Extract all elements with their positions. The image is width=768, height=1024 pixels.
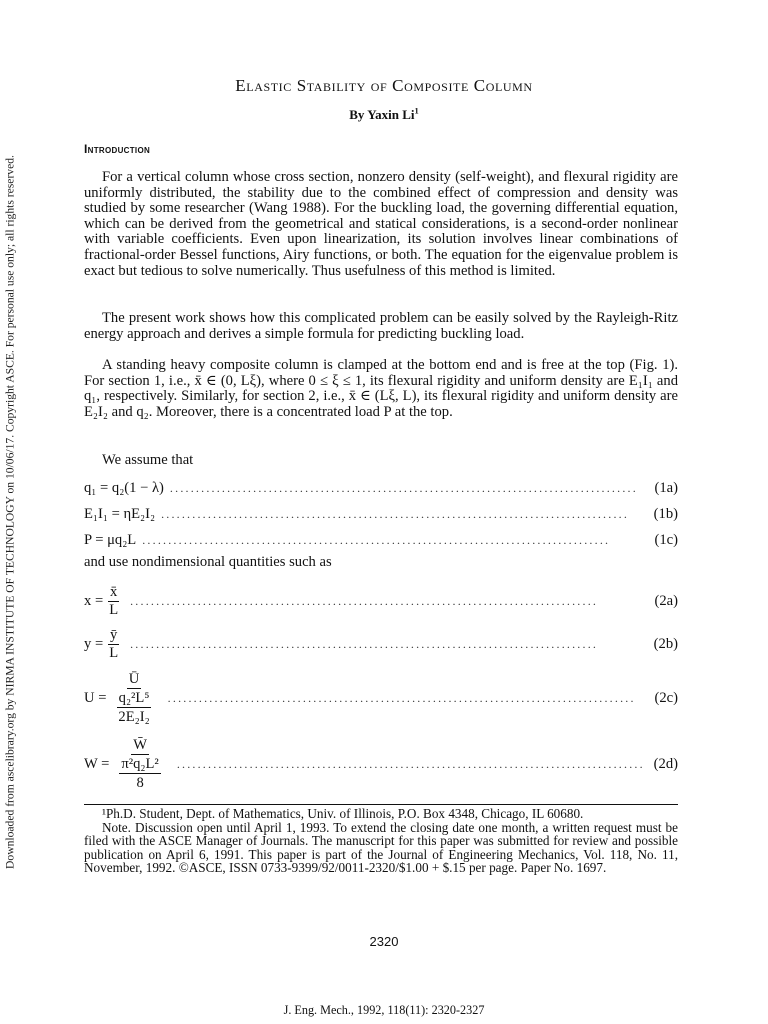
equation-1c bbox=[84, 532, 678, 549]
paragraph-text: The present work shows how this complicated problem can be easily solved by the Rayleigh-Ritz energy approach and derives a simple formula for predicting buckling load. bbox=[84, 310, 678, 342]
equation-2b bbox=[84, 627, 678, 662]
equation-1a bbox=[84, 480, 678, 497]
paragraph-text: We assume that bbox=[102, 452, 194, 468]
fraction bbox=[110, 670, 157, 726]
paper-title: Elastic Stability of Composite Column bbox=[235, 76, 533, 95]
fraction bbox=[113, 736, 166, 792]
equation-expression: P = μq₂L bbox=[84, 532, 137, 548]
leader-dots: .......................................................................................... bbox=[167, 690, 636, 705]
equation-label: (2b) bbox=[653, 636, 678, 652]
equation-lhs: x = bbox=[84, 593, 104, 609]
page-number: 2320 bbox=[369, 934, 399, 949]
leader-dots: .......................................................................................... bbox=[169, 481, 638, 495]
paragraph-text: and use nondimensional quantities such as bbox=[84, 554, 332, 570]
journal-citation: J. Eng. Mech., 1992, 118(11): 2320-2327 bbox=[283, 1003, 485, 1017]
equation-label: (2a) bbox=[654, 593, 678, 609]
author-byline bbox=[0, 107, 768, 123]
leader-dots: .......................................................................................... bbox=[142, 533, 611, 547]
equation-1b bbox=[84, 506, 678, 523]
equation-lhs: W = bbox=[84, 755, 110, 772]
fraction-numerator: W̄ bbox=[133, 737, 147, 753]
paragraph-text: For a vertical column whose cross section, nonzero density (self-weight), and flexural rigidity are uniformly distributed, the stability due to the combined effect of compression and density was studied by some researcher (Wang 1988). For the buckling load, the governing differential equation, which can be derived from the geometrical and statical considerations, is a second-order nonlinear with variable coefficients. Even upon linearization, its solution involves linear combinations of fractional-order Bessel functions, Airy functions, or both. The equation for the eigenvalue problem is exact but tedious to solve numerically. Thus usefulness of this method is limited. bbox=[84, 169, 678, 279]
author-name: By Yaxin Li bbox=[349, 107, 415, 122]
paragraph-present-work bbox=[84, 311, 678, 342]
fraction-denominator bbox=[113, 755, 166, 792]
paragraph-assume bbox=[84, 453, 678, 469]
nested-denominator: 2E₂I₂ bbox=[118, 709, 150, 725]
nested-fraction bbox=[116, 689, 151, 726]
equation-expression: q₁ = q₂(1 − λ) bbox=[84, 480, 164, 496]
footnote-note: Note. Discussion open until April 1, 1993. To extend the closing date one month, a written request must be filed with the ASCE Manager of Journals. The manuscript for this paper was submitted for review and possible publication on April 6, 1991. This paper is part of the Journal of Engineering Mechanics, Vol. 118, No. 11, November, 1992. ©ASCE, ISSN 0733-9399/92/0011-2320/$1.00 + $.15 per page. Paper No. 1697. bbox=[84, 819, 678, 876]
download-watermark bbox=[3, 122, 17, 902]
footnote-divider bbox=[84, 804, 678, 805]
paragraph-nondimensional bbox=[84, 555, 678, 571]
equation-label: (2d) bbox=[653, 755, 678, 772]
download-watermark-text: Downloaded from ascelibrary.org by NIRMA INSTITUTE OF TECHNOLOGY on 10/06/17. Copyright ASCE. For personal use only; all rights reserved. bbox=[3, 155, 17, 869]
leader-dots: .......................................................................................... bbox=[161, 507, 630, 521]
leader-dots: .......................................................................................... bbox=[176, 756, 645, 771]
equation-2d bbox=[84, 736, 678, 792]
leader-dots: .......................................................................................... bbox=[130, 594, 599, 608]
fraction bbox=[107, 584, 120, 619]
equation-2c bbox=[84, 670, 678, 726]
fraction bbox=[107, 627, 120, 662]
nested-denominator: 8 bbox=[136, 775, 144, 791]
equation-expression: E₁I₁ = ηE₂I₂ bbox=[84, 506, 156, 522]
equation-2a bbox=[84, 584, 678, 619]
fraction-denominator: L bbox=[109, 602, 119, 618]
nested-numerator: π²q₂L² bbox=[121, 756, 159, 772]
paragraph-column-setup bbox=[84, 358, 678, 420]
equation-lhs: y = bbox=[84, 636, 104, 652]
equation-lhs: U = bbox=[84, 689, 107, 706]
paragraph-intro bbox=[84, 170, 678, 279]
fraction-denominator bbox=[110, 689, 157, 726]
nested-fraction bbox=[119, 755, 160, 792]
author-footnote-mark: 1 bbox=[414, 105, 419, 116]
nested-numerator: q₂²L⁵ bbox=[118, 690, 150, 706]
footnote-author: ¹Ph.D. Student, Dept. of Mathematics, Univ. of Illinois, P.O. Box 4348, Chicago, IL 60680. bbox=[102, 806, 584, 821]
leader-dots: .......................................................................................... bbox=[130, 637, 599, 651]
equation-label: (1c) bbox=[654, 532, 678, 548]
section-heading: Introduction bbox=[84, 142, 151, 156]
equation-label: (2c) bbox=[654, 689, 678, 706]
fraction-numerator: x̄ bbox=[110, 584, 118, 600]
fraction-numerator: ȳ bbox=[110, 627, 118, 643]
paragraph-text: A standing heavy composite column is clamped at the bottom end and is free at the top (Fig. 1). For section 1, i.e., x̄ ∈ (0, Lξ), where 0 ≤ ξ ≤ 1, its flexural rigidity and uniform density are E₁I₁ and q₁, respectively. Similarly, for section 2, i.e., x̄ ∈ (Lξ, L), its flexural rigidity and uniform density are E₂I₂ and q₂. Moreover, there is a concentrated load P at the top. bbox=[84, 357, 678, 420]
fraction-denominator: L bbox=[109, 645, 119, 661]
fraction-numerator: Ū bbox=[128, 671, 140, 687]
equation-label: (1a) bbox=[654, 480, 678, 496]
equation-label: (1b) bbox=[653, 506, 678, 522]
footnotes bbox=[84, 807, 678, 875]
